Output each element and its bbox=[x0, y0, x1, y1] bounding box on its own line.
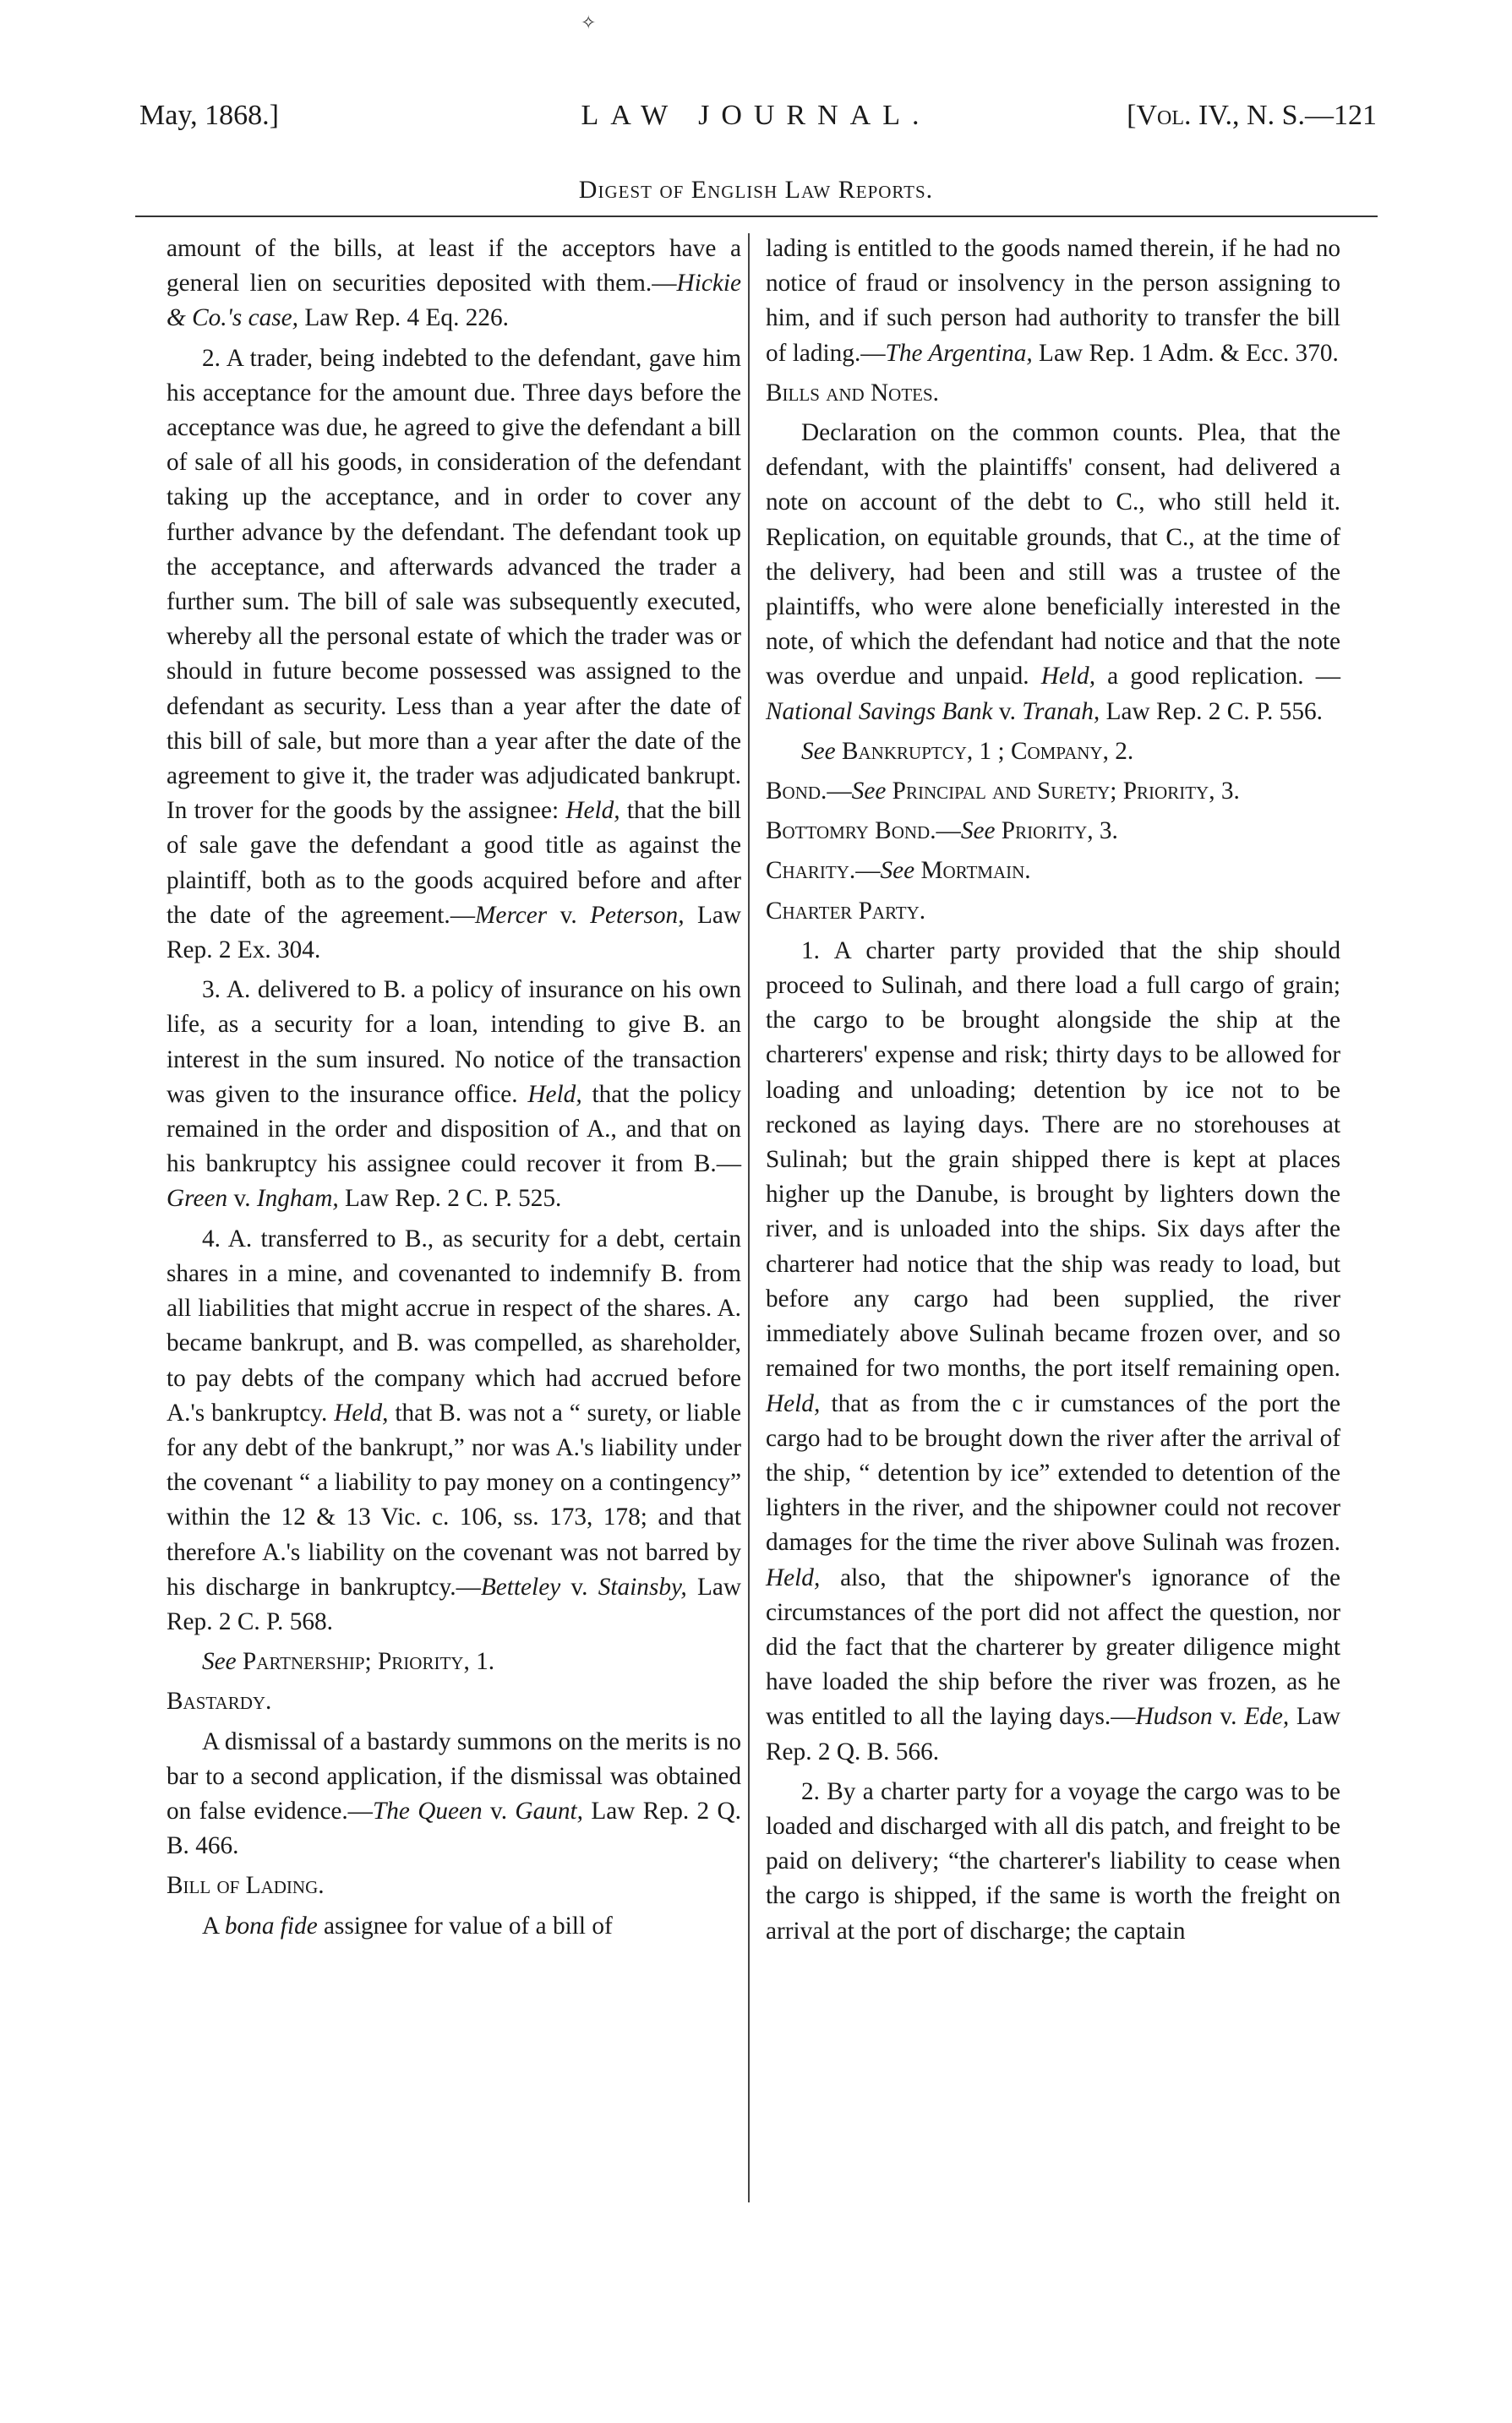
right-column bbox=[766, 232, 1340, 1954]
issue-date: May, 1868.] bbox=[139, 100, 279, 131]
cross-reference: Charity.—See Mortmain. bbox=[766, 857, 1031, 885]
volume-page bbox=[1127, 100, 1377, 132]
top-ornament: ✧ bbox=[581, 12, 597, 33]
entry-paragraph: 2. By a charter party for a voyage the cargo was to be loaded and discharged with all dis patch, and freight to be paid on delivery; “the charterer's liability to cease when the cargo is shipped, if the same is worth the freight on arrival at the port of discharge; the captain bbox=[766, 1777, 1340, 1945]
section-heading: Bills and Notes. bbox=[766, 379, 939, 407]
entry-paragraph: lading is entitled to the goods named therein, if he had no notice of fraud or insolvency in the person assigning to him, and if such person had authority to transfer the bill of lading.—The Argentina, Law Rep. 1 Adm. & Ecc. 370. bbox=[766, 235, 1340, 367]
entry-paragraph: 2. A trader, being indebted to the defendant, gave him his acceptance for the amount due. Three days before the acceptance was due, he agreed to give the defendant a bill of sale of all his goods, in consideration of the defendant taking up the acceptance, and in order to cover any further advance by the defendant. The defendant took up the acceptance, and afterwards advanced the trader a further sum. The bill of sale was subsequently executed, whereby all the personal estate of which the trader was or should in future become possessed was assigned to the defendant as security. Less than a year after the date of this bill of sale, but more than a year after the date of the agreement to give it, the trader was adjudicated bankrupt. In trover for the goods by the assignee: Held, that the bill of sale gave the defendant a good title as against the plaintiff, both as to the goods acquired before and after the date of the agreement.—Mercer v. Peterson, Law Rep. 2 Ex. 304. bbox=[166, 344, 741, 964]
see-also-reference: See Bankruptcy, 1 ; Company, 2. bbox=[801, 737, 1134, 765]
entry-paragraph: A bona fide assignee for value of a bill of bbox=[202, 1912, 613, 1940]
column-divider bbox=[748, 233, 750, 2202]
section-heading: Bill of Lading. bbox=[166, 1872, 325, 1900]
volume-text: [Vol. IV., N. S.—121 bbox=[1127, 100, 1377, 131]
entry-paragraph: amount of the bills, at least if the acceptors have a general lien on securities deposited with them.—Hickie & Co.'s case, Law Rep. 4 Eq. 226. bbox=[166, 235, 741, 332]
section-heading: Bastardy. bbox=[166, 1688, 272, 1716]
left-column bbox=[166, 232, 741, 1949]
journal-title: LAW JOURNAL. bbox=[581, 100, 931, 131]
cross-reference: Bottomry Bond.—See Priority, 3. bbox=[766, 817, 1118, 845]
entry-paragraph: A dismissal of a bastardy summons on the merits is no bar to a second application, if the dismissal was obtained on false evidence.—The Queen v. Gaunt, Law Rep. 2 Q. B. 466. bbox=[166, 1727, 741, 1860]
header-rule bbox=[135, 216, 1378, 217]
entry-paragraph: 4. A. transferred to B., as security for a debt, certain shares in a mine, and covenanted to indemnify B. from all liabilities that might accrue in respect of the shares. A. became bankrupt, and B. was compelled, as shareholder, to pay debts of the company which had accrued before A.'s bankruptcy. Held, that B. was not a “ surety, or liable for any debt of the bankrupt,” nor was A.'s liability under the covenant “ a liability to pay money on a contingency” within the 12 & 13 Vic. c. 106, ss. 173, 178; and that therefore A.'s liability on the covenant was not barred by his discharge in bankruptcy.—Betteley v. Stainsby, Law Rep. 2 C. P. 568. bbox=[166, 1225, 741, 1635]
section-subtitle: Digest of English Law Reports. bbox=[578, 176, 934, 204]
entry-paragraph: Declaration on the common counts. Plea, that the defendant, with the plaintiffs' consent, had delivered a note on account of the debt to C., who still held it. Replication, on equitable grounds, that C., at the time of the delivery, had been and still was a trustee of the plaintiffs, who were alone beneficially interested in the note, of which the defendant had notice and that the note was overdue and unpaid. Held, a good replication. — National Savings Bank v. Tranah, Law Rep. 2 C. P. 556. bbox=[766, 419, 1340, 725]
entry-paragraph: 3. A. delivered to B. a policy of insurance on his own life, as a security for a loan, intending to give B. an interest in the sum insured. No notice of the transaction was given to the insurance office. Held, that the policy remained in the order and disposition of A., and that on his bankruptcy his assignee could recover it from B.—Green v. Ingham, Law Rep. 2 C. P. 525. bbox=[166, 976, 741, 1213]
entry-paragraph: 1. A charter party provided that the ship should proceed to Sulinah, and there load a full cargo of grain; the cargo to be brought alongside the ship at the charterers' expense and risk; thirty days to be allowed for loading and unloading; detention by ice not to be reckoned as laying days. There are no storehouses at Sulinah; but the grain shipped there is kept at places higher up the Danube, is brought by lighters down the river, and is unloaded into the ships. Six days after the charterer had notice that the ship was ready to load, but before any cargo had been supplied, the river immediately above Sulinah became frozen over, and so remained for two months, the port itself remaining open. Held, that as from the c ir cumstances of the port the cargo had to be brought down the river after the arrival of the ship, “ detention by ice” extended to detention of the lighters in the river, and the shipowner could not recover damages for the time the river above Sulinah was frozen. Held, also, that the shipowner's ignorance of the circumstances of the port did not affect the question, nor did the fact that the charterer by greater diligence might have loaded the ship before the river was frozen, as he was entitled to all the laying days.—Hudson v. Ede, Law Rep. 2 Q. B. 566. bbox=[766, 936, 1340, 1765]
section-heading: Charter Party. bbox=[766, 897, 926, 925]
cross-reference: Bond.—See Principal and Surety; Priority, 3. bbox=[766, 778, 1240, 805]
see-also-reference: See Partnership; Priority, 1. bbox=[202, 1648, 495, 1676]
